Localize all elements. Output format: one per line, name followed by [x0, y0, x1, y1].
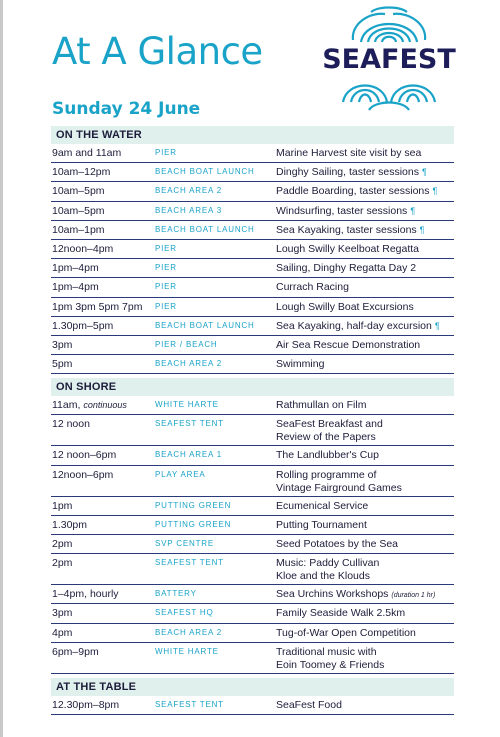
- row-venue: BEACH BOAT LAUNCH: [155, 167, 255, 177]
- row-time-text: 1.30pm: [52, 518, 88, 531]
- row-time: [52, 262, 99, 274]
- row-event: [276, 449, 379, 462]
- schedule-row: [51, 317, 454, 336]
- row-time: [52, 339, 72, 351]
- row-time: [52, 166, 110, 178]
- row-event-text: Windsurfing, taster sessions: [276, 204, 408, 217]
- row-event-text-line2: Vintage Fairground Games: [276, 481, 402, 494]
- row-time-text: 5pm: [52, 358, 73, 371]
- row-time-text: 10am–12pm: [52, 166, 111, 179]
- row-event: [276, 147, 421, 160]
- booking-mark-icon: ¶: [434, 320, 440, 331]
- row-venue: SEAFEST TENT: [155, 419, 224, 429]
- row-venue: PIER: [155, 148, 177, 157]
- schedule-row: [51, 535, 454, 554]
- logo-wordmark: SEAFEST: [322, 44, 456, 75]
- row-time: [52, 147, 121, 159]
- row-time-text: 12 noon: [52, 418, 90, 431]
- event-date: Sunday 24 June: [52, 99, 201, 119]
- row-time: [52, 205, 105, 217]
- row-venue: BEACH AREA 2: [155, 186, 222, 196]
- row-event: [276, 224, 425, 237]
- schedule-row: [51, 554, 454, 585]
- section-heading: ON THE WATER: [51, 126, 454, 144]
- schedule-row: [51, 604, 454, 623]
- schedule-row: [51, 278, 454, 297]
- row-event-text: Seed Potatoes by the Sea: [276, 538, 399, 550]
- row-time: [52, 224, 105, 236]
- row-event-text: Putting Tournament: [276, 518, 367, 531]
- row-event: [276, 320, 440, 333]
- schedule-row: [51, 221, 454, 240]
- schedule-row: [51, 585, 454, 604]
- row-venue: PIER: [155, 301, 177, 311]
- row-time-text: 9am and 11am: [52, 147, 122, 159]
- row-time: [52, 281, 99, 293]
- row-venue: PUTTING GREEN: [155, 500, 232, 510]
- row-event: [276, 469, 402, 495]
- row-venue: BEACH AREA 2: [155, 359, 222, 369]
- row-venue: BEACH AREA 2: [155, 627, 222, 637]
- row-event: [276, 185, 437, 198]
- row-venue: BATTERY: [155, 589, 197, 599]
- row-venue: SEAFEST TENT: [155, 558, 224, 568]
- schedule-row: [51, 396, 454, 415]
- row-event: [276, 557, 379, 583]
- row-time-text: 11am,: [52, 399, 81, 412]
- booking-mark-icon: ¶: [419, 224, 425, 235]
- row-time-text: 10am–1pm: [52, 223, 105, 236]
- row-event: [276, 418, 383, 444]
- row-event-text: SeaFest Food: [276, 698, 342, 711]
- row-time: [52, 185, 105, 197]
- row-time: [52, 538, 72, 550]
- row-event-text-line2: Kloe and the Klouds: [276, 570, 370, 583]
- row-event-text: SeaFest Breakfast and: [276, 418, 383, 431]
- row-time: [52, 449, 116, 461]
- row-event: [276, 646, 384, 672]
- row-time-text: 2pm: [52, 557, 73, 570]
- row-venue: PIER: [155, 243, 177, 253]
- row-venue: SEAFEST TENT: [155, 699, 224, 709]
- row-time: [52, 320, 113, 332]
- row-event-text: Swimming: [276, 358, 325, 371]
- row-venue: PIER: [155, 282, 177, 292]
- row-event: [276, 607, 405, 620]
- row-time-text: 1–4pm, hourly: [52, 588, 119, 601]
- row-time-text: 3pm: [52, 607, 73, 620]
- row-venue: BEACH BOAT LAUNCH: [155, 320, 255, 330]
- row-time-note: continuous: [83, 400, 127, 411]
- row-event-text: Currach Racing: [276, 281, 349, 294]
- row-time-text: 3pm: [52, 338, 73, 351]
- schedule-row: [51, 182, 454, 201]
- booking-mark-icon: ¶: [422, 167, 427, 178]
- row-time-text: 6pm–9pm: [52, 645, 99, 658]
- section-heading: ON SHORE: [51, 378, 454, 396]
- schedule-table: [51, 126, 454, 715]
- row-time: [52, 469, 113, 481]
- schedule-row: [51, 696, 454, 715]
- row-time-text: 1pm–4pm: [52, 262, 99, 275]
- row-time: [52, 243, 113, 255]
- row-event: [276, 699, 342, 712]
- row-event: [276, 262, 416, 275]
- row-time: [52, 557, 72, 569]
- row-event: [276, 205, 415, 218]
- row-time: [52, 627, 72, 639]
- row-event-note: (duration 1 hr): [391, 592, 436, 600]
- row-event: [276, 588, 435, 602]
- row-event: [276, 358, 324, 371]
- row-venue: PIER / BEACH: [155, 339, 218, 349]
- schedule-row: [51, 624, 454, 643]
- row-event-text: Traditional music with: [276, 645, 377, 658]
- row-time: [52, 519, 87, 531]
- schedule-row: [51, 643, 454, 674]
- row-event: [276, 339, 420, 352]
- row-venue: PLAY AREA: [155, 469, 206, 479]
- schedule-row: [51, 446, 454, 465]
- row-event-text-line2: Eoin Toomey & Friends: [276, 658, 385, 671]
- booking-mark-icon: ¶: [410, 205, 416, 216]
- row-venue: PIER: [155, 263, 177, 273]
- row-event: [276, 538, 398, 551]
- row-time: [52, 358, 72, 370]
- schedule-row: [51, 298, 454, 317]
- row-event-text: Marine Harvest site visit by sea: [276, 147, 422, 159]
- row-time-text: 12noon–6pm: [52, 468, 114, 481]
- row-venue: PUTTING GREEN: [155, 519, 232, 529]
- row-time-text: 10am–5pm: [52, 185, 105, 198]
- row-event-text: Dinghy Sailing, taster sessions: [276, 166, 419, 179]
- row-event-text: Rathmullan on Film: [276, 399, 367, 412]
- row-event-text: Paddle Boarding, taster sessions: [276, 185, 430, 198]
- row-venue: WHITE HARTE: [155, 400, 219, 410]
- row-event-text: Sea Kayaking, taster sessions: [276, 223, 417, 236]
- row-event-text: Sea Urchins Workshops: [276, 588, 389, 601]
- booking-mark-icon: ¶: [432, 186, 438, 197]
- seafest-logo: [313, 4, 465, 112]
- row-event: [276, 166, 427, 179]
- row-event-text: Family Seaside Walk 2.5km: [276, 607, 406, 620]
- row-event: [276, 519, 367, 532]
- row-venue: BEACH AREA 3: [155, 205, 222, 215]
- row-time-text: 1pm 3pm 5pm 7pm: [52, 300, 143, 313]
- row-event: [276, 399, 366, 412]
- row-event: [276, 627, 416, 640]
- row-time-text: 12 noon–6pm: [52, 449, 117, 462]
- row-venue: BEACH BOAT LAUNCH: [155, 224, 255, 234]
- row-event-text: Air Sea Rescue Demonstration: [276, 338, 421, 351]
- row-venue: BEACH AREA 1: [155, 450, 222, 460]
- row-event-text: Sea Kayaking, half-day excursion: [276, 319, 432, 332]
- row-event-text-line2: Review of the Papers: [276, 431, 376, 444]
- schedule-row: [51, 466, 454, 497]
- row-time-text: 1.30pm–5pm: [52, 319, 114, 332]
- row-event: [276, 281, 349, 294]
- section-heading: AT THE TABLE: [51, 678, 454, 696]
- row-time-text: 12.30pm–8pm: [52, 698, 120, 711]
- row-event-text: The Landlubber's Cup: [276, 449, 379, 462]
- row-time: [52, 588, 119, 600]
- schedule-row: [51, 259, 454, 278]
- schedule-row: [51, 240, 454, 259]
- row-time: [52, 418, 90, 430]
- row-event-text: Tug-of-War Open Competition: [276, 626, 416, 639]
- schedule-row: [51, 144, 454, 163]
- row-time: [52, 399, 127, 411]
- row-time-text: 12noon–4pm: [52, 242, 114, 255]
- row-event: [276, 500, 368, 513]
- row-time-text: 1pm–4pm: [52, 281, 99, 294]
- row-time: [52, 607, 72, 619]
- row-time: [52, 301, 142, 313]
- row-venue: SEAFEST HQ: [155, 608, 214, 618]
- row-venue: SVP CENTRE: [155, 539, 214, 548]
- schedule-row: [51, 336, 454, 355]
- schedule-row: [51, 202, 454, 221]
- row-event-text: Lough Swilly Keelboat Regatta: [276, 242, 420, 255]
- row-venue: WHITE HARTE: [155, 646, 219, 656]
- row-event-text: Rolling programme of: [276, 468, 377, 481]
- schedule-row: [51, 355, 454, 374]
- row-time-text: 2pm: [52, 538, 73, 550]
- row-time-text: 1pm: [52, 499, 73, 512]
- row-event-text: Sailing, Dinghy Regatta Day 2: [276, 262, 417, 275]
- row-event: [276, 301, 414, 314]
- schedule-row: [51, 516, 454, 535]
- row-event-text: Lough Swilly Boat Excursions: [276, 300, 414, 313]
- schedule-row: [51, 497, 454, 516]
- schedule-row: [51, 415, 454, 446]
- row-time: [52, 500, 72, 512]
- row-event: [276, 243, 419, 256]
- row-time: [52, 699, 119, 711]
- row-event-text: Music: Paddy Cullivan: [276, 557, 380, 570]
- page-title: At A Glance: [52, 30, 263, 73]
- row-time-text: 4pm: [52, 626, 73, 639]
- schedule-row: [51, 163, 454, 182]
- row-event-text: Ecumenical Service: [276, 499, 369, 512]
- row-time-text: 10am–5pm: [52, 204, 105, 217]
- row-time: [52, 646, 99, 658]
